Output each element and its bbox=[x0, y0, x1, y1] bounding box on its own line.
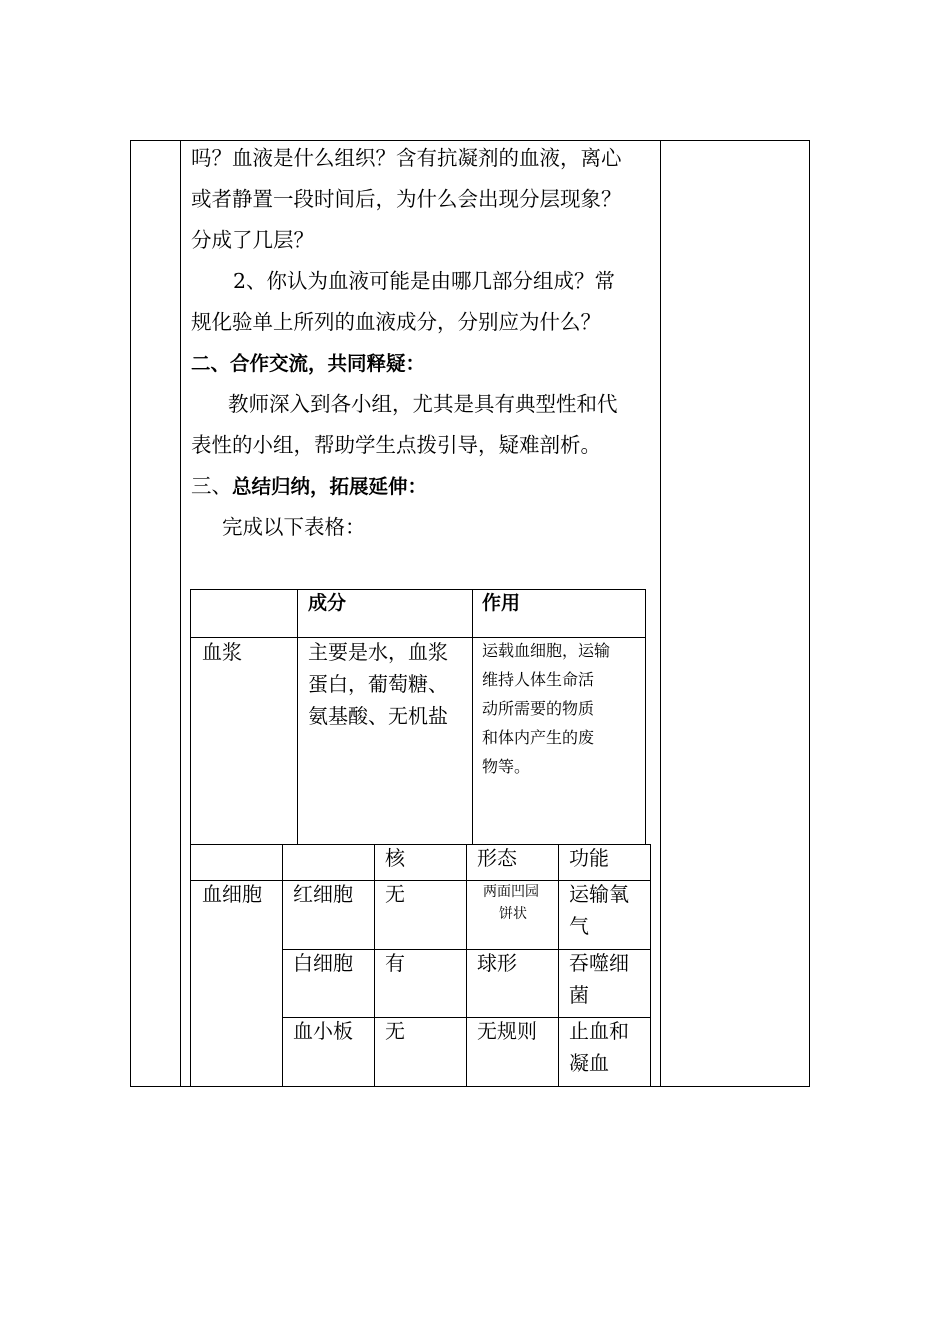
cell-name: 红细胞 bbox=[293, 882, 353, 906]
question-2-line: 2、你认为血液可能是由哪几部分组成？常 bbox=[233, 269, 616, 293]
paragraph-line: 或者静置一段时间后，为什么会出现分层现象？ bbox=[191, 187, 622, 211]
header-cell-function: 功能 bbox=[569, 846, 609, 870]
cell-name: 血小板 bbox=[293, 1019, 353, 1043]
plasma-function-line: 动所需要的物质 bbox=[482, 699, 595, 718]
cell-function: 运输氧 bbox=[569, 882, 629, 906]
grid-line bbox=[282, 845, 283, 1086]
section-heading-2: 二、合作交流，共同释疑： bbox=[191, 352, 426, 375]
grid-line bbox=[558, 845, 559, 1086]
header-nucleus: 核 bbox=[385, 846, 405, 870]
cell-function: 止血和 bbox=[569, 1019, 629, 1043]
paragraph-line: 教师深入到各小组，尤其是具有典型性和代 bbox=[228, 392, 618, 416]
cell-shape: 饼状 bbox=[499, 906, 527, 922]
cell-shape: 球形 bbox=[477, 951, 517, 975]
heading-3-title: 总结归纳，拓展延伸： bbox=[232, 475, 428, 498]
cell-shape: 两面凹园 bbox=[483, 884, 539, 900]
header-composition: 成分 bbox=[308, 592, 347, 614]
cell-name: 白细胞 bbox=[293, 951, 353, 975]
grid-line bbox=[374, 845, 375, 1086]
instruction-line: 完成以下表格： bbox=[222, 515, 366, 539]
paragraph-line: 分成了几层？ bbox=[191, 228, 314, 252]
cell-shape: 无规则 bbox=[477, 1019, 537, 1043]
plasma-composition-line: 主要是水，血浆 bbox=[308, 640, 448, 664]
section-heading-3 bbox=[191, 466, 427, 507]
grid-line bbox=[297, 590, 298, 844]
plasma-function-line: 维持人体生命活 bbox=[482, 670, 595, 689]
cell-nucleus: 有 bbox=[385, 951, 405, 975]
cell-function: 菌 bbox=[569, 983, 589, 1007]
column-divider-right bbox=[660, 140, 661, 1087]
heading-3-prefix: 三、 bbox=[191, 474, 232, 498]
paragraph-line: 吗？血液是什么组织？含有抗凝剂的血液，离心 bbox=[191, 146, 622, 170]
paragraph-line: 规化验单上所列的血液成分，分别应为什么？ bbox=[191, 310, 601, 334]
plasma-function-line: 物等。 bbox=[482, 757, 531, 776]
plasma-composition-line: 蛋白，葡萄糖、 bbox=[308, 672, 448, 696]
header-function: 作用 bbox=[482, 592, 521, 614]
cell-function: 吞噬细 bbox=[569, 951, 629, 975]
cell-nucleus: 无 bbox=[385, 882, 405, 906]
column-divider-left bbox=[180, 140, 181, 1087]
plasma-composition-line: 氨基酸、无机盐 bbox=[308, 704, 448, 728]
row-label-plasma: 血浆 bbox=[202, 640, 242, 664]
grid-line bbox=[466, 845, 467, 1086]
plasma-function-line: 和体内产生的废 bbox=[482, 728, 595, 747]
grid-line bbox=[472, 590, 473, 844]
cell-function: 凝血 bbox=[569, 1051, 609, 1075]
paragraph-line: 表性的小组，帮助学生点拨引导，疑难剖析。 bbox=[191, 433, 601, 457]
plasma-function-line: 运载血细胞，运输 bbox=[482, 641, 611, 660]
plasma-table bbox=[190, 589, 646, 845]
header-shape: 形态 bbox=[477, 846, 517, 870]
cell-nucleus: 无 bbox=[385, 1019, 405, 1043]
row-label-blood-cells: 血细胞 bbox=[202, 882, 262, 906]
blood-cell-table bbox=[190, 844, 651, 1087]
cell-function: 气 bbox=[569, 914, 589, 938]
